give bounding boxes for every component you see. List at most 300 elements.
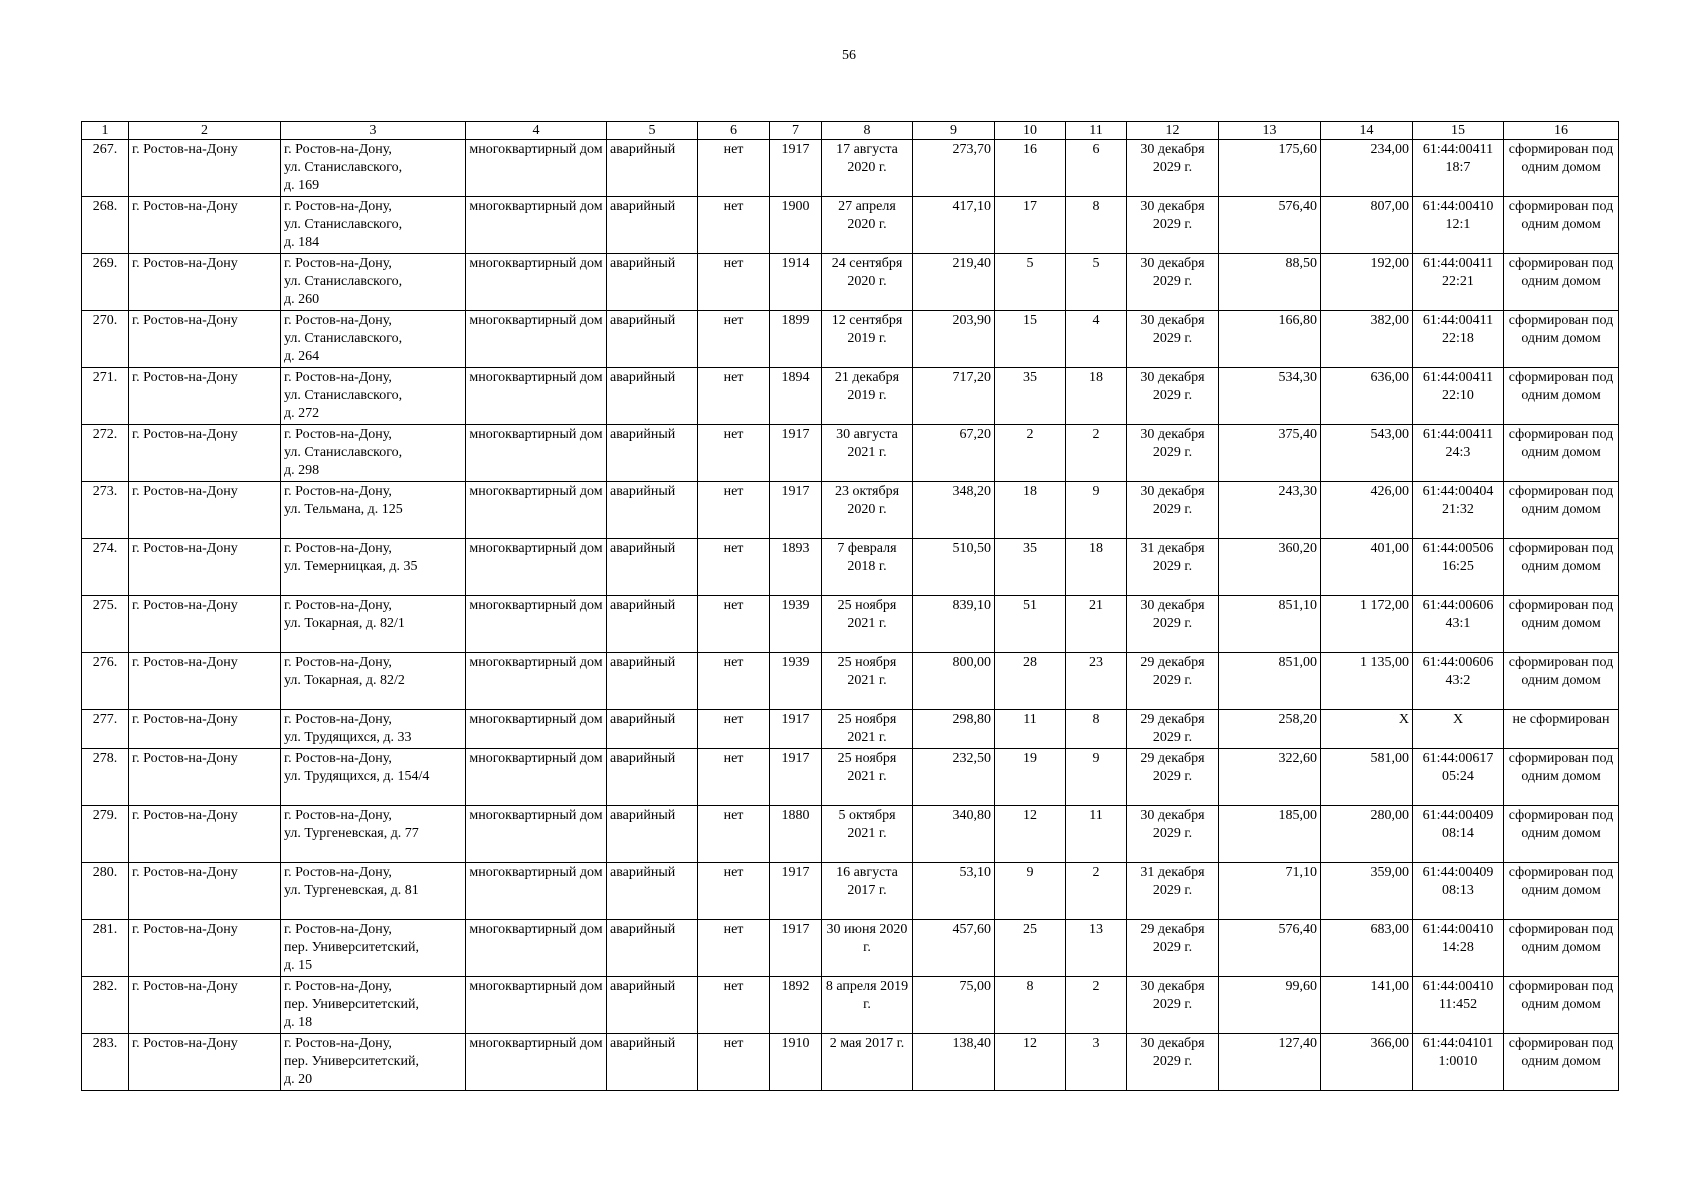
condition-cell: аварийный [607, 1034, 698, 1091]
row-number: 279. [82, 806, 129, 863]
emergency-housing-table [81, 121, 1619, 1091]
cadastral-number-cell: 61:44:00404 21:32 [1413, 482, 1504, 539]
column-11-cell: 11 [1066, 806, 1127, 863]
column-13-cell: 127,40 [1219, 1034, 1321, 1091]
column-14-cell: 636,00 [1321, 368, 1413, 425]
column-11-cell: 2 [1066, 863, 1127, 920]
column-6-cell: нет [698, 653, 770, 710]
column-11-cell: 8 [1066, 710, 1127, 749]
resettlement-deadline-cell: 30 декабря 2029 г. [1127, 806, 1219, 863]
recognition-date-cell: 30 июня 2020 г. [822, 920, 913, 977]
settlement-cell: г. Ростов-на-Дону [129, 749, 281, 806]
table-row [82, 749, 1619, 806]
building-type-cell: многоквартирный дом [466, 977, 607, 1034]
table-row [82, 920, 1619, 977]
column-13-cell: 576,40 [1219, 920, 1321, 977]
column-number-row [82, 122, 1619, 140]
address-cell: г. Ростов-на-Дону, ул. Трудящихся, д. 154/4 [281, 749, 466, 806]
column-13-cell: 322,60 [1219, 749, 1321, 806]
address-cell: г. Ростов-на-Дону, ул. Станиславского, д. 184 [281, 197, 466, 254]
cadastral-number-cell: 61:44:00410 12:1 [1413, 197, 1504, 254]
cadastral-number-cell: 61:44:00606 43:1 [1413, 596, 1504, 653]
column-10-cell: 9 [995, 863, 1066, 920]
year-built-cell: 1917 [770, 482, 822, 539]
column-11-cell: 6 [1066, 140, 1127, 197]
cadastral-number-cell: 61:44:00617 05:24 [1413, 749, 1504, 806]
settlement-cell: г. Ростов-на-Дону [129, 596, 281, 653]
condition-cell: аварийный [607, 653, 698, 710]
resettlement-deadline-cell: 30 декабря 2029 г. [1127, 368, 1219, 425]
building-type-cell: многоквартирный дом [466, 539, 607, 596]
address-cell: г. Ростов-на-Дону, ул. Тургеневская, д. 77 [281, 806, 466, 863]
column-14-cell: 683,00 [1321, 920, 1413, 977]
condition-cell: аварийный [607, 596, 698, 653]
column-14-cell: 426,00 [1321, 482, 1413, 539]
column-11-cell: 13 [1066, 920, 1127, 977]
area-cell: 340,80 [913, 806, 995, 863]
recognition-date-cell: 8 апреля 2019 г. [822, 977, 913, 1034]
table-row [82, 1034, 1619, 1091]
address-cell: г. Ростов-на-Дону, ул. Трудящихся, д. 33 [281, 710, 466, 749]
area-cell: 457,60 [913, 920, 995, 977]
cadastral-number-cell: 61:44:00409 08:14 [1413, 806, 1504, 863]
land-plot-status-cell: сформирован под одним домом [1504, 977, 1619, 1034]
column-6-cell: нет [698, 596, 770, 653]
column-11-cell: 4 [1066, 311, 1127, 368]
column-10-cell: 18 [995, 482, 1066, 539]
table-row [82, 368, 1619, 425]
resettlement-deadline-cell: 30 декабря 2029 г. [1127, 1034, 1219, 1091]
table-row [82, 977, 1619, 1034]
column-6-cell: нет [698, 254, 770, 311]
resettlement-deadline-cell: 29 декабря 2029 г. [1127, 710, 1219, 749]
land-plot-status-cell: сформирован под одним домом [1504, 539, 1619, 596]
land-plot-status-cell: сформирован под одним домом [1504, 749, 1619, 806]
column-14-cell: 359,00 [1321, 863, 1413, 920]
column-13-cell: 534,30 [1219, 368, 1321, 425]
resettlement-deadline-cell: 30 декабря 2029 г. [1127, 140, 1219, 197]
condition-cell: аварийный [607, 539, 698, 596]
row-number: 276. [82, 653, 129, 710]
condition-cell: аварийный [607, 749, 698, 806]
area-cell: 232,50 [913, 749, 995, 806]
column-number-1: 1 [82, 122, 129, 140]
column-13-cell: 258,20 [1219, 710, 1321, 749]
table-row [82, 425, 1619, 482]
recognition-date-cell: 16 августа 2017 г. [822, 863, 913, 920]
row-number: 275. [82, 596, 129, 653]
year-built-cell: 1939 [770, 596, 822, 653]
column-13-cell: 851,10 [1219, 596, 1321, 653]
column-11-cell: 9 [1066, 749, 1127, 806]
column-6-cell: нет [698, 539, 770, 596]
building-type-cell: многоквартирный дом [466, 311, 607, 368]
column-11-cell: 21 [1066, 596, 1127, 653]
building-type-cell: многоквартирный дом [466, 920, 607, 977]
column-number-11: 11 [1066, 122, 1127, 140]
year-built-cell: 1880 [770, 806, 822, 863]
column-14-cell: 1 172,00 [1321, 596, 1413, 653]
table-body [82, 140, 1619, 1091]
recognition-date-cell: 2 мая 2017 г. [822, 1034, 913, 1091]
resettlement-deadline-cell: 30 декабря 2029 г. [1127, 482, 1219, 539]
recognition-date-cell: 7 февраля 2018 г. [822, 539, 913, 596]
year-built-cell: 1900 [770, 197, 822, 254]
land-plot-status-cell: сформирован под одним домом [1504, 806, 1619, 863]
column-13-cell: 360,20 [1219, 539, 1321, 596]
address-cell: г. Ростов-на-Дону, ул. Тургеневская, д. 81 [281, 863, 466, 920]
row-number: 268. [82, 197, 129, 254]
cadastral-number-cell: 61:44:04101 1:0010 [1413, 1034, 1504, 1091]
address-cell: г. Ростов-на-Дону, ул. Станиславского, д. 260 [281, 254, 466, 311]
condition-cell: аварийный [607, 482, 698, 539]
land-plot-status-cell: сформирован под одним домом [1504, 653, 1619, 710]
row-number: 274. [82, 539, 129, 596]
column-number-2: 2 [129, 122, 281, 140]
year-built-cell: 1910 [770, 1034, 822, 1091]
resettlement-deadline-cell: 30 декабря 2029 г. [1127, 977, 1219, 1034]
condition-cell: аварийный [607, 368, 698, 425]
column-14-cell: 543,00 [1321, 425, 1413, 482]
column-11-cell: 9 [1066, 482, 1127, 539]
cadastral-number-cell: 61:44:00409 08:13 [1413, 863, 1504, 920]
year-built-cell: 1917 [770, 920, 822, 977]
condition-cell: аварийный [607, 863, 698, 920]
building-type-cell: многоквартирный дом [466, 140, 607, 197]
land-plot-status-cell: сформирован под одним домом [1504, 920, 1619, 977]
land-plot-status-cell: сформирован под одним домом [1504, 596, 1619, 653]
land-plot-status-cell: сформирован под одним домом [1504, 425, 1619, 482]
column-6-cell: нет [698, 197, 770, 254]
resettlement-deadline-cell: 29 декабря 2029 г. [1127, 749, 1219, 806]
column-10-cell: 12 [995, 1034, 1066, 1091]
row-number: 270. [82, 311, 129, 368]
column-number-13: 13 [1219, 122, 1321, 140]
column-number-7: 7 [770, 122, 822, 140]
area-cell: 53,10 [913, 863, 995, 920]
cadastral-number-cell: 61:44:00411 18:7 [1413, 140, 1504, 197]
condition-cell: аварийный [607, 197, 698, 254]
land-plot-status-cell: сформирован под одним домом [1504, 254, 1619, 311]
column-14-cell: Х [1321, 710, 1413, 749]
year-built-cell: 1917 [770, 863, 822, 920]
column-13-cell: 88,50 [1219, 254, 1321, 311]
column-6-cell: нет [698, 710, 770, 749]
cadastral-number-cell: 61:44:00506 16:25 [1413, 539, 1504, 596]
column-14-cell: 581,00 [1321, 749, 1413, 806]
year-built-cell: 1917 [770, 140, 822, 197]
recognition-date-cell: 24 сентября 2020 г. [822, 254, 913, 311]
column-11-cell: 2 [1066, 977, 1127, 1034]
area-cell: 219,40 [913, 254, 995, 311]
column-14-cell: 401,00 [1321, 539, 1413, 596]
column-6-cell: нет [698, 368, 770, 425]
column-14-cell: 1 135,00 [1321, 653, 1413, 710]
column-13-cell: 851,00 [1219, 653, 1321, 710]
row-number: 277. [82, 710, 129, 749]
resettlement-deadline-cell: 29 декабря 2029 г. [1127, 653, 1219, 710]
area-cell: 800,00 [913, 653, 995, 710]
settlement-cell: г. Ростов-на-Дону [129, 482, 281, 539]
land-plot-status-cell: сформирован под одним домом [1504, 140, 1619, 197]
recognition-date-cell: 25 ноября 2021 г. [822, 710, 913, 749]
building-type-cell: многоквартирный дом [466, 368, 607, 425]
column-13-cell: 99,60 [1219, 977, 1321, 1034]
column-6-cell: нет [698, 863, 770, 920]
column-6-cell: нет [698, 977, 770, 1034]
land-plot-status-cell: сформирован под одним домом [1504, 197, 1619, 254]
column-10-cell: 19 [995, 749, 1066, 806]
settlement-cell: г. Ростов-на-Дону [129, 920, 281, 977]
area-cell: 839,10 [913, 596, 995, 653]
resettlement-deadline-cell: 30 декабря 2029 г. [1127, 311, 1219, 368]
table-row [82, 539, 1619, 596]
table-row [82, 482, 1619, 539]
column-13-cell: 166,80 [1219, 311, 1321, 368]
building-type-cell: многоквартирный дом [466, 254, 607, 311]
condition-cell: аварийный [607, 425, 698, 482]
resettlement-deadline-cell: 30 декабря 2029 г. [1127, 254, 1219, 311]
column-11-cell: 18 [1066, 539, 1127, 596]
address-cell: г. Ростов-на-Дону, пер. Университетский, д. 15 [281, 920, 466, 977]
column-13-cell: 576,40 [1219, 197, 1321, 254]
table-row [82, 197, 1619, 254]
row-number: 278. [82, 749, 129, 806]
column-14-cell: 192,00 [1321, 254, 1413, 311]
column-10-cell: 35 [995, 368, 1066, 425]
settlement-cell: г. Ростов-на-Дону [129, 368, 281, 425]
address-cell: г. Ростов-на-Дону, пер. Университетский, д. 18 [281, 977, 466, 1034]
settlement-cell: г. Ростов-на-Дону [129, 425, 281, 482]
settlement-cell: г. Ростов-на-Дону [129, 653, 281, 710]
row-number: 269. [82, 254, 129, 311]
page-number: 56 [842, 48, 856, 63]
building-type-cell: многоквартирный дом [466, 863, 607, 920]
recognition-date-cell: 30 августа 2021 г. [822, 425, 913, 482]
cadastral-number-cell: 61:44:00411 22:21 [1413, 254, 1504, 311]
address-cell: г. Ростов-на-Дону, ул. Станиславского, д. 298 [281, 425, 466, 482]
land-plot-status-cell: сформирован под одним домом [1504, 368, 1619, 425]
row-number: 283. [82, 1034, 129, 1091]
row-number: 271. [82, 368, 129, 425]
year-built-cell: 1894 [770, 368, 822, 425]
year-built-cell: 1914 [770, 254, 822, 311]
row-number: 282. [82, 977, 129, 1034]
column-13-cell: 375,40 [1219, 425, 1321, 482]
recognition-date-cell: 5 октября 2021 г. [822, 806, 913, 863]
year-built-cell: 1899 [770, 311, 822, 368]
column-10-cell: 8 [995, 977, 1066, 1034]
column-10-cell: 15 [995, 311, 1066, 368]
column-number-8: 8 [822, 122, 913, 140]
table-row [82, 311, 1619, 368]
column-10-cell: 25 [995, 920, 1066, 977]
area-cell: 138,40 [913, 1034, 995, 1091]
column-number-6: 6 [698, 122, 770, 140]
land-plot-status-cell: сформирован под одним домом [1504, 311, 1619, 368]
row-number: 267. [82, 140, 129, 197]
cadastral-number-cell: 61:44:00411 22:18 [1413, 311, 1504, 368]
condition-cell: аварийный [607, 977, 698, 1034]
area-cell: 510,50 [913, 539, 995, 596]
address-cell: г. Ростов-на-Дону, ул. Станиславского, д. 272 [281, 368, 466, 425]
year-built-cell: 1917 [770, 710, 822, 749]
column-13-cell: 185,00 [1219, 806, 1321, 863]
building-type-cell: многоквартирный дом [466, 710, 607, 749]
cadastral-number-cell: 61:44:00410 11:452 [1413, 977, 1504, 1034]
column-10-cell: 2 [995, 425, 1066, 482]
column-14-cell: 280,00 [1321, 806, 1413, 863]
building-type-cell: многоквартирный дом [466, 596, 607, 653]
recognition-date-cell: 27 апреля 2020 г. [822, 197, 913, 254]
column-14-cell: 366,00 [1321, 1034, 1413, 1091]
land-plot-status-cell: не сформирован [1504, 710, 1619, 749]
recognition-date-cell: 25 ноября 2021 г. [822, 653, 913, 710]
area-cell: 417,10 [913, 197, 995, 254]
cadastral-number-cell: 61:44:00411 24:3 [1413, 425, 1504, 482]
cadastral-number-cell: 61:44:00606 43:2 [1413, 653, 1504, 710]
table-row [82, 806, 1619, 863]
column-11-cell: 18 [1066, 368, 1127, 425]
column-14-cell: 807,00 [1321, 197, 1413, 254]
recognition-date-cell: 12 сентября 2019 г. [822, 311, 913, 368]
address-cell: г. Ростов-на-Дону, пер. Университетский, д. 20 [281, 1034, 466, 1091]
column-13-cell: 243,30 [1219, 482, 1321, 539]
settlement-cell: г. Ростов-на-Дону [129, 311, 281, 368]
table-row [82, 863, 1619, 920]
table-row [82, 140, 1619, 197]
address-cell: г. Ростов-на-Дону, ул. Токарная, д. 82/1 [281, 596, 466, 653]
settlement-cell: г. Ростов-на-Дону [129, 863, 281, 920]
condition-cell: аварийный [607, 311, 698, 368]
column-6-cell: нет [698, 482, 770, 539]
land-plot-status-cell: сформирован под одним домом [1504, 482, 1619, 539]
resettlement-deadline-cell: 30 декабря 2029 г. [1127, 197, 1219, 254]
column-10-cell: 35 [995, 539, 1066, 596]
column-6-cell: нет [698, 140, 770, 197]
table-row [82, 596, 1619, 653]
table-header [82, 122, 1619, 140]
recognition-date-cell: 17 августа 2020 г. [822, 140, 913, 197]
column-10-cell: 17 [995, 197, 1066, 254]
building-type-cell: многоквартирный дом [466, 653, 607, 710]
area-cell: 348,20 [913, 482, 995, 539]
column-number-16: 16 [1504, 122, 1619, 140]
column-number-15: 15 [1413, 122, 1504, 140]
resettlement-deadline-cell: 31 декабря 2029 г. [1127, 539, 1219, 596]
condition-cell: аварийный [607, 140, 698, 197]
settlement-cell: г. Ростов-на-Дону [129, 140, 281, 197]
recognition-date-cell: 25 ноября 2021 г. [822, 596, 913, 653]
column-14-cell: 234,00 [1321, 140, 1413, 197]
settlement-cell: г. Ростов-на-Дону [129, 254, 281, 311]
area-cell: 298,80 [913, 710, 995, 749]
column-10-cell: 16 [995, 140, 1066, 197]
year-built-cell: 1917 [770, 749, 822, 806]
settlement-cell: г. Ростов-на-Дону [129, 1034, 281, 1091]
land-plot-status-cell: сформирован под одним домом [1504, 863, 1619, 920]
column-number-12: 12 [1127, 122, 1219, 140]
building-type-cell: многоквартирный дом [466, 1034, 607, 1091]
column-10-cell: 12 [995, 806, 1066, 863]
column-6-cell: нет [698, 425, 770, 482]
address-cell: г. Ростов-на-Дону, ул. Темерницкая, д. 35 [281, 539, 466, 596]
settlement-cell: г. Ростов-на-Дону [129, 977, 281, 1034]
cadastral-number-cell: 61:44:00411 22:10 [1413, 368, 1504, 425]
resettlement-deadline-cell: 30 декабря 2029 г. [1127, 425, 1219, 482]
column-14-cell: 141,00 [1321, 977, 1413, 1034]
column-11-cell: 2 [1066, 425, 1127, 482]
land-plot-status-cell: сформирован под одним домом [1504, 1034, 1619, 1091]
column-6-cell: нет [698, 749, 770, 806]
year-built-cell: 1892 [770, 977, 822, 1034]
column-10-cell: 5 [995, 254, 1066, 311]
column-number-5: 5 [607, 122, 698, 140]
column-11-cell: 23 [1066, 653, 1127, 710]
column-13-cell: 71,10 [1219, 863, 1321, 920]
year-built-cell: 1917 [770, 425, 822, 482]
column-6-cell: нет [698, 1034, 770, 1091]
building-type-cell: многоквартирный дом [466, 806, 607, 863]
row-number: 272. [82, 425, 129, 482]
column-number-10: 10 [995, 122, 1066, 140]
settlement-cell: г. Ростов-на-Дону [129, 710, 281, 749]
table-row [82, 710, 1619, 749]
area-cell: 203,90 [913, 311, 995, 368]
column-11-cell: 5 [1066, 254, 1127, 311]
recognition-date-cell: 23 октября 2020 г. [822, 482, 913, 539]
building-type-cell: многоквартирный дом [466, 749, 607, 806]
area-cell: 717,20 [913, 368, 995, 425]
area-cell: 273,70 [913, 140, 995, 197]
column-6-cell: нет [698, 311, 770, 368]
area-cell: 67,20 [913, 425, 995, 482]
column-13-cell: 175,60 [1219, 140, 1321, 197]
table-row [82, 653, 1619, 710]
column-number-9: 9 [913, 122, 995, 140]
settlement-cell: г. Ростов-на-Дону [129, 197, 281, 254]
column-14-cell: 382,00 [1321, 311, 1413, 368]
cadastral-number-cell: Х [1413, 710, 1504, 749]
recognition-date-cell: 25 ноября 2021 г. [822, 749, 913, 806]
row-number: 281. [82, 920, 129, 977]
address-cell: г. Ростов-на-Дону, ул. Станиславского, д. 264 [281, 311, 466, 368]
column-11-cell: 8 [1066, 197, 1127, 254]
column-6-cell: нет [698, 806, 770, 863]
column-10-cell: 28 [995, 653, 1066, 710]
condition-cell: аварийный [607, 806, 698, 863]
settlement-cell: г. Ростов-на-Дону [129, 539, 281, 596]
area-cell: 75,00 [913, 977, 995, 1034]
condition-cell: аварийный [607, 920, 698, 977]
resettlement-deadline-cell: 30 декабря 2029 г. [1127, 596, 1219, 653]
row-number: 273. [82, 482, 129, 539]
resettlement-deadline-cell: 31 декабря 2029 г. [1127, 863, 1219, 920]
address-cell: г. Ростов-на-Дону, ул. Токарная, д. 82/2 [281, 653, 466, 710]
settlement-cell: г. Ростов-на-Дону [129, 806, 281, 863]
resettlement-deadline-cell: 29 декабря 2029 г. [1127, 920, 1219, 977]
column-number-14: 14 [1321, 122, 1413, 140]
building-type-cell: многоквартирный дом [466, 482, 607, 539]
row-number: 280. [82, 863, 129, 920]
column-number-3: 3 [281, 122, 466, 140]
column-10-cell: 51 [995, 596, 1066, 653]
building-type-cell: многоквартирный дом [466, 425, 607, 482]
column-6-cell: нет [698, 920, 770, 977]
year-built-cell: 1893 [770, 539, 822, 596]
recognition-date-cell: 21 декабря 2019 г. [822, 368, 913, 425]
table-row [82, 254, 1619, 311]
